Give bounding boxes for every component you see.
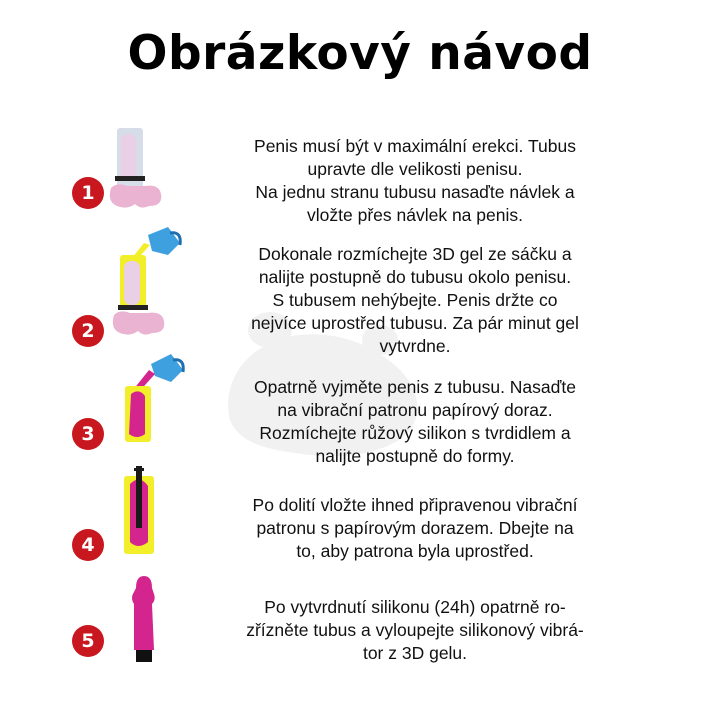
step-4-number: 4 xyxy=(72,529,104,561)
step-2-illustration xyxy=(110,225,185,337)
step-3-text xyxy=(210,376,620,468)
step-2-line: Dokonale rozmíchejte 3D gel ze sáčku a xyxy=(258,244,572,264)
step-5-line: Po vytvrdnutí silikonu (24h) opatrně ro- xyxy=(264,597,566,617)
step-1-line: Penis musí být v maximální erekci. Tubus xyxy=(254,136,576,156)
step-5-text xyxy=(210,596,620,665)
step-1-illustration xyxy=(105,126,165,210)
step-3-line: Opatrně vyjměte penis z tubusu. Nasaďte xyxy=(253,377,577,397)
step-5-number: 5 xyxy=(72,625,104,657)
step-3-line: na vibrační patronu papírový doraz. xyxy=(277,400,553,420)
step-5-line: tor z 3D gelu. xyxy=(362,643,468,663)
step-5-illustration xyxy=(124,574,164,666)
step-4-line: Po dolití vložte ihned připravenou vibrační xyxy=(252,495,578,515)
step-4-line: patronu s papírovým dorazem. Dbejte na xyxy=(256,518,574,538)
step-2-line: vytvrdne. xyxy=(379,336,451,356)
step-4-text xyxy=(210,494,620,563)
step-1-line: vložte přes návlek na penis. xyxy=(307,205,523,225)
step-3-line: nalijte postupně do formy. xyxy=(315,446,515,466)
page-title: Obrázkový návod xyxy=(127,26,593,81)
step-4-illustration xyxy=(118,464,164,556)
step-4-line: to, aby patrona byla uprostřed. xyxy=(296,541,534,561)
step-3-illustration xyxy=(115,352,187,444)
step-3-number: 3 xyxy=(72,418,104,450)
step-2-line: S tubusem nehýbejte. Penis držte co xyxy=(272,290,558,310)
step-2-line: nejvíce uprostřed tubusu. Za pár minut gel xyxy=(251,313,579,333)
step-1-line: upravte dle velikosti penisu. xyxy=(307,159,523,179)
step-2-text xyxy=(210,243,620,358)
step-3-line: Rozmíchejte růžový silikon s tvrdidlem a xyxy=(259,423,571,443)
step-2-number: 2 xyxy=(72,315,104,347)
step-1-line: Na jednu stranu tubusu nasaďte návlek a xyxy=(255,182,575,202)
step-1-text xyxy=(210,135,620,227)
step-1-number: 1 xyxy=(72,177,104,209)
step-2-line: nalijte postupně do tubusu okolo penisu. xyxy=(258,267,572,287)
step-5-line: zřízněte tubus a vyloupejte silikonový vibrá- xyxy=(246,620,584,640)
